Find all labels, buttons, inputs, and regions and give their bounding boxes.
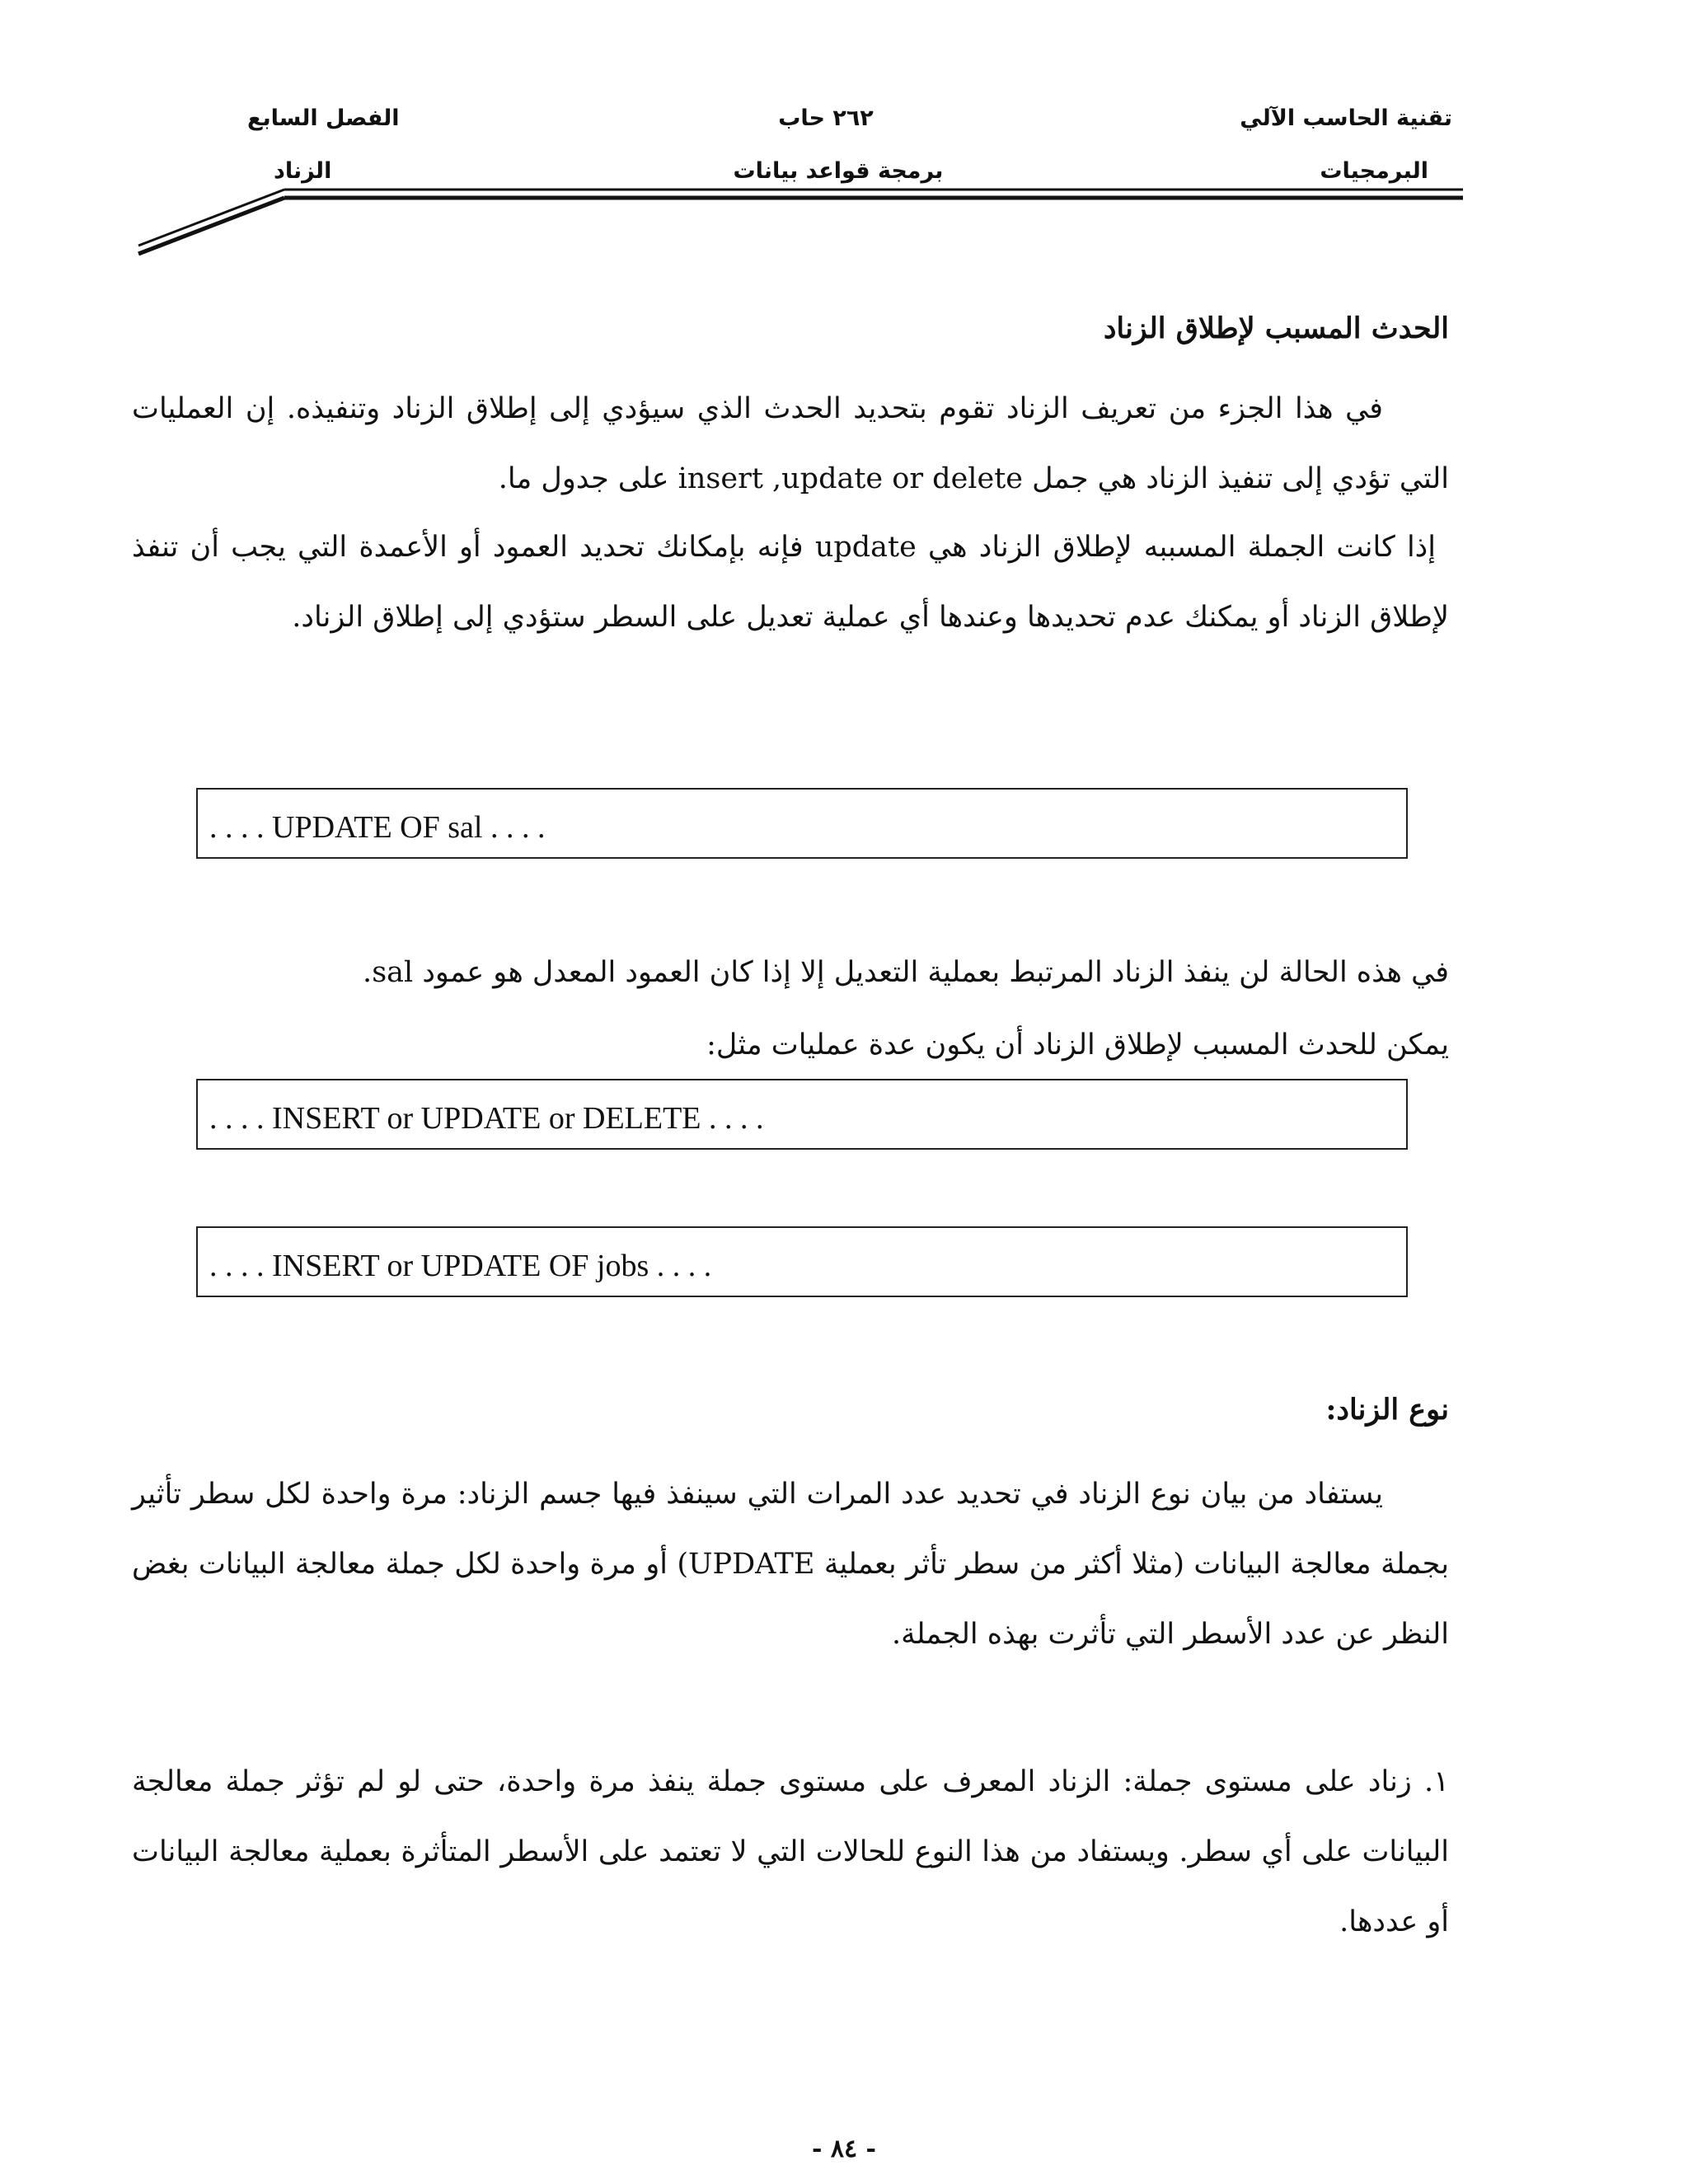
header-chapter: الفصل السابع: [247, 105, 400, 131]
code-box-update-of-sal: . . . . UPDATE OF sal . . . .: [196, 788, 1408, 859]
page-number: - ٨٤ -: [811, 2135, 877, 2163]
paragraph-trigger-event-intro: في هذا الجزء من تعريف الزناد تقوم بتحديد الحدث الذي سيؤدي إلى إطلاق الزناد وتنفيذه. إن العمليات التي تؤدي إلى تنفيذ الزناد هي جمل insert ,update or delete على جدول ما.: [132, 392, 1449, 495]
paragraph-update-columns: إذا كانت الجملة المسببه لإطلاق الزناد هي update فإنه بإمكانك تحديد العمود أو الأعمدة التي يجب أن تنفذ لإطلاق الزناد أو يمكنك عدم تحديدها وعندها أي عملية تعديل على السطر ستؤدي إلى إطلاق الزناد.: [132, 531, 1449, 634]
header-divider: [0, 0, 1688, 272]
list-item-number: ١.: [1424, 1765, 1449, 1798]
header-chapter-title: الزناد: [274, 158, 332, 184]
list-item-text: زناد على مستوى جملة: الزناد المعرف على مستوى جملة ينفذ مرة واحدة، حتى لو لم تؤثر جملة معالجة البيانات على أي سطر. ويستفاد من هذا النوع للحالات التي لا تعتمد على الأسطر المتأثرة بعملية معالجة البيانات أو عددها.: [132, 1765, 1449, 1938]
section-heading-trigger-type: نوع الزناد:: [1325, 1393, 1449, 1427]
code-box-insert-update-jobs: . . . . INSERT or UPDATE OF jobs . . . .: [196, 1226, 1408, 1297]
note-update-sal: في هذه الحالة لن ينفذ الزناد المرتبط بعملية التعديل إلا إذا كان العمود المعدل هو عمود sal.: [363, 956, 1449, 989]
header-course-code: ٢٦٢ حاب: [778, 105, 874, 131]
list-item: [132, 1747, 1449, 1957]
header-course-title: برمجة قواعد بيانات: [733, 158, 944, 184]
header-department: تقنية الحاسب الآلي: [1240, 105, 1452, 131]
paragraph-trigger-type: يستفاد من بيان نوع الزناد في تحديد عدد المرات التي سينفذ فيها جسم الزناد: مرة واحدة لكل سطر تأثير بجملة معالجة البيانات (مثلا أكثر من سطر تأثر بعملية UPDATE) أو مرة واحدة لكل جملة معالجة البيانات بغض النظر عن عدد الأسطر التي تأثرت بهذه الجملة.: [132, 1478, 1449, 1651]
section-heading-trigger-event: الحدث المسبب لإطلاق الزناد: [1103, 312, 1449, 345]
note-multiple-events: يمكن للحدث المسبب لإطلاق الزناد أن يكون عدة عمليات مثل:: [706, 1029, 1449, 1062]
code-box-insert-update-delete: . . . . INSERT or UPDATE or DELETE . . . .: [196, 1079, 1408, 1150]
header-specialty: البرمجيات: [1320, 158, 1428, 184]
